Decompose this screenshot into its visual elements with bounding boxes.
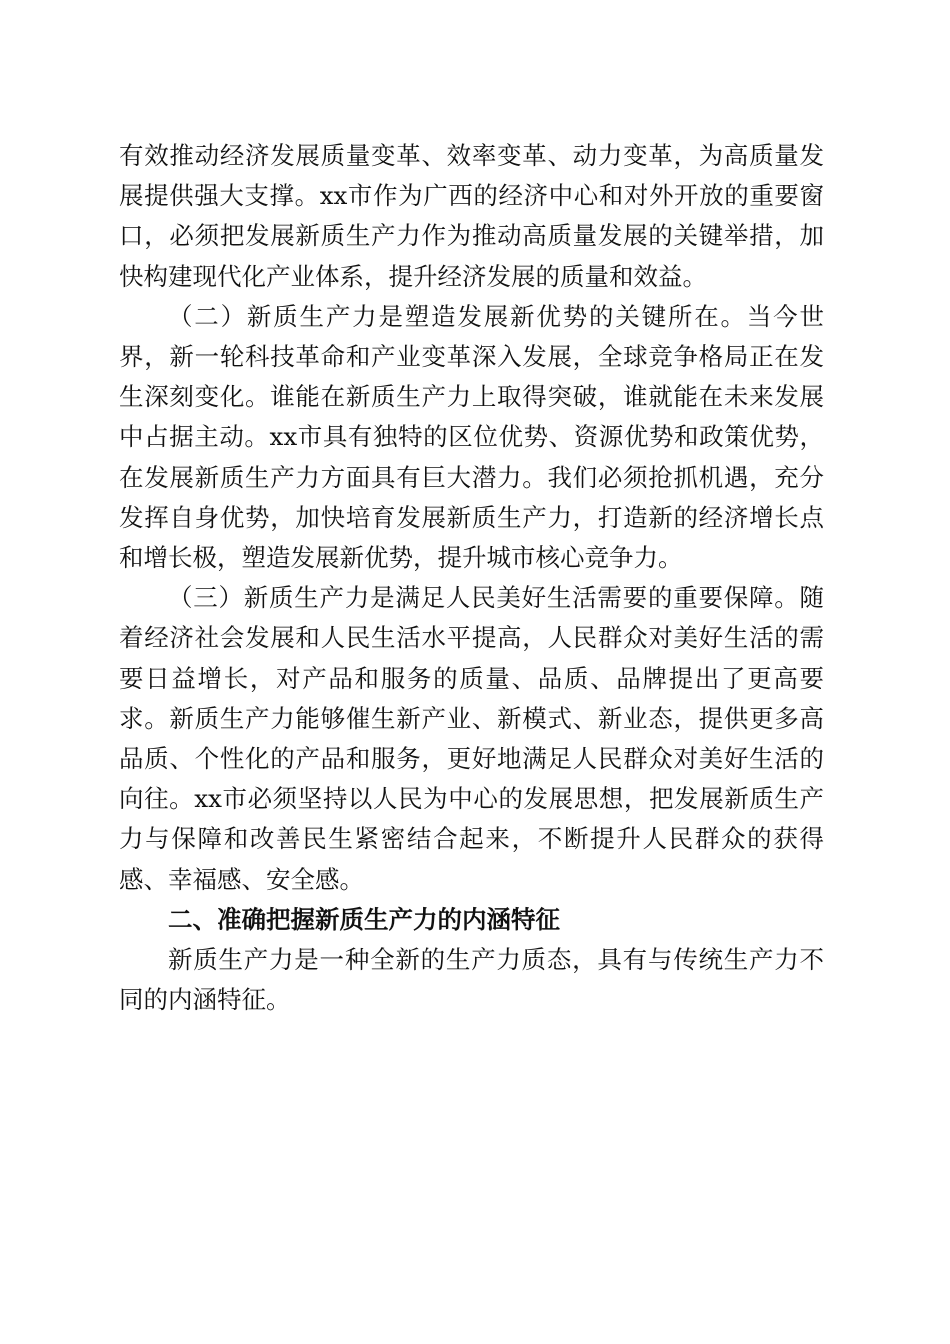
section-lead-2: （二）新质生产力是塑造发展新优势的关键所在。 xyxy=(168,301,747,331)
section-heading: 二、准确把握新质生产力的内涵特征 xyxy=(168,904,560,934)
section-body-3: 随着经济社会发展和人民生活水平提高，人民群众对美好生活的需要日益增长，对产品和服务的质量、品质、品牌提出了更高要求。新质生产力能够催生新产业、新模式、新业态，提供更多高品质、个性化的产品和服务，更好地满足人民群众对美好生活的向往。xx市必须坚持以人民为中心的发展思想，把发展新质生产力与保障和改善民生紧密结合起来，不断提升人民群众的获得感、幸福感、安全感。 xyxy=(119,583,824,894)
section-body-2: 当今世界，新一轮科技革命和产业变革深入发展，全球竞争格局正在发生深刻变化。谁能在新质生产力上取得突破，谁就能在未来发展中占据主动。xx市具有独特的区位优势、资源优势和政策优势，在发展新质生产力方面具有巨大潜力。我们必须抢抓机遇，充分发挥自身优势，加快培育发展新质生产力，打造新的经济增长点和增长极，塑造发展新优势，提升城市核心竞争力。 xyxy=(119,301,824,573)
body-paragraph: 有效推动经济发展质量变革、效率变革、动力变革，为高质量发展提供强大支撑。xx市作为广西的经济中心和对外开放的重要窗口，必须把发展新质生产力作为推动高质量发展的关键举措，加快构建现代化产业体系，提升经济发展的质量和效益。 xyxy=(119,141,824,291)
document-body xyxy=(119,136,824,1020)
section-paragraph-2 xyxy=(119,297,824,578)
section-lead-3: （三）新质生产力是满足人民美好生活需要的重要保障。 xyxy=(168,583,800,613)
body-paragraph-last: 新质生产力是一种全新的生产力质态，具有与传统生产力不同的内涵特征。 xyxy=(119,945,824,1015)
section-paragraph-3 xyxy=(119,578,824,900)
